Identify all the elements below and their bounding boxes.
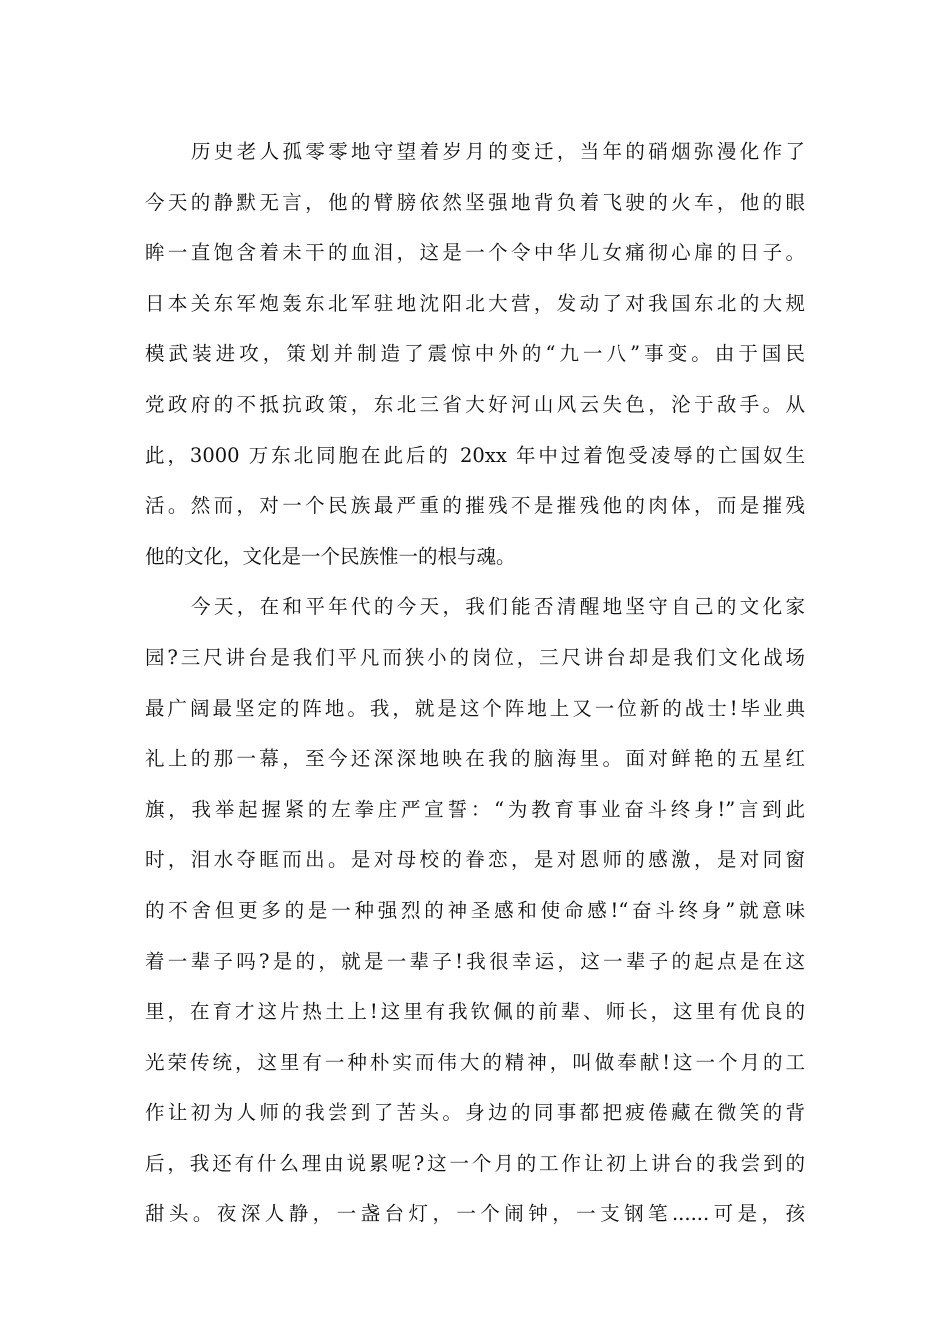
text-line: 时，泪水夺眶而出。是对母校的眷恋，是对恩师的感激，是对同窗 <box>145 848 805 872</box>
text-line: 他的文化，文化是一个民族惟一的根与魂。 <box>145 544 516 568</box>
text-line: 着一辈子吗?是的，就是一辈子!我很幸运，这一辈子的起点是在这 <box>145 949 805 973</box>
text-line: 今天，在和平年代的今天，我们能否清醒地坚守自己的文化家 <box>191 595 805 619</box>
text-line: 历史老人孤零零地守望着岁月的变迁，当年的硝烟弥漫化作了 <box>191 140 805 163</box>
text-line: 光荣传统，这里有一种朴实而伟大的精神，叫做奉献!这一个月的工 <box>145 1050 805 1074</box>
text-line: 甜头。夜深人静，一盏台灯，一个闹钟，一支钢笔......可是，孩 <box>145 1202 805 1226</box>
text-line: 眸一直饱含着未干的血泪，这是一个令中华儿女痛彻心扉的日子。 <box>145 241 805 265</box>
text-line: 活。然而，对一个民族最严重的摧残不是摧残他的肉体，而是摧残 <box>145 494 805 518</box>
text-line: 模武装进攻，策划并制造了震惊中外的“九一八”事变。由于国民 <box>145 342 805 366</box>
text-line: 园?三尺讲台是我们平凡而狭小的岗位，三尺讲台却是我们文化战场 <box>145 645 805 669</box>
text-line: 里，在育才这片热土上!这里有我钦佩的前辈、师长，这里有优良的 <box>145 1000 805 1024</box>
text-line: 礼上的那一幕，至今还深深地映在我的脑海里。面对鲜艳的五星红 <box>145 747 805 771</box>
text-line: 党政府的不抵抗政策，东北三省大好河山风云失色，沦于敌手。从 <box>145 392 805 416</box>
paragraph-1 <box>145 127 805 582</box>
text-line: 今天的静默无言，他的臂膀依然坚强地背负着飞驶的火车，他的眼 <box>145 190 805 214</box>
text-line: 最广阔最坚定的阵地。我，就是这个阵地上又一位新的战士!毕业典 <box>145 696 805 720</box>
text-line: 此，3000 万东北同胞在此后的 20xx 年中过着饱受凌辱的亡国奴生 <box>145 443 805 467</box>
text-line: 旗，我举起握紧的左拳庄严宣誓：“为教育事业奋斗终身!”言到此 <box>145 797 805 821</box>
text-line: 后，我还有什么理由说累呢?这一个月的工作让初上讲台的我尝到的 <box>145 1151 805 1175</box>
text-line: 的不舍但更多的是一种强烈的神圣感和使命感!“奋斗终身”就意味 <box>145 898 805 922</box>
paragraph-2 <box>145 582 805 1240</box>
document-body <box>145 127 805 1240</box>
text-line: 日本关东军炮轰东北军驻地沈阳北大营，发动了对我国东北的大规 <box>145 291 805 315</box>
text-line: 作让初为人师的我尝到了苦头。身边的同事都把疲倦藏在微笑的背 <box>145 1101 805 1125</box>
